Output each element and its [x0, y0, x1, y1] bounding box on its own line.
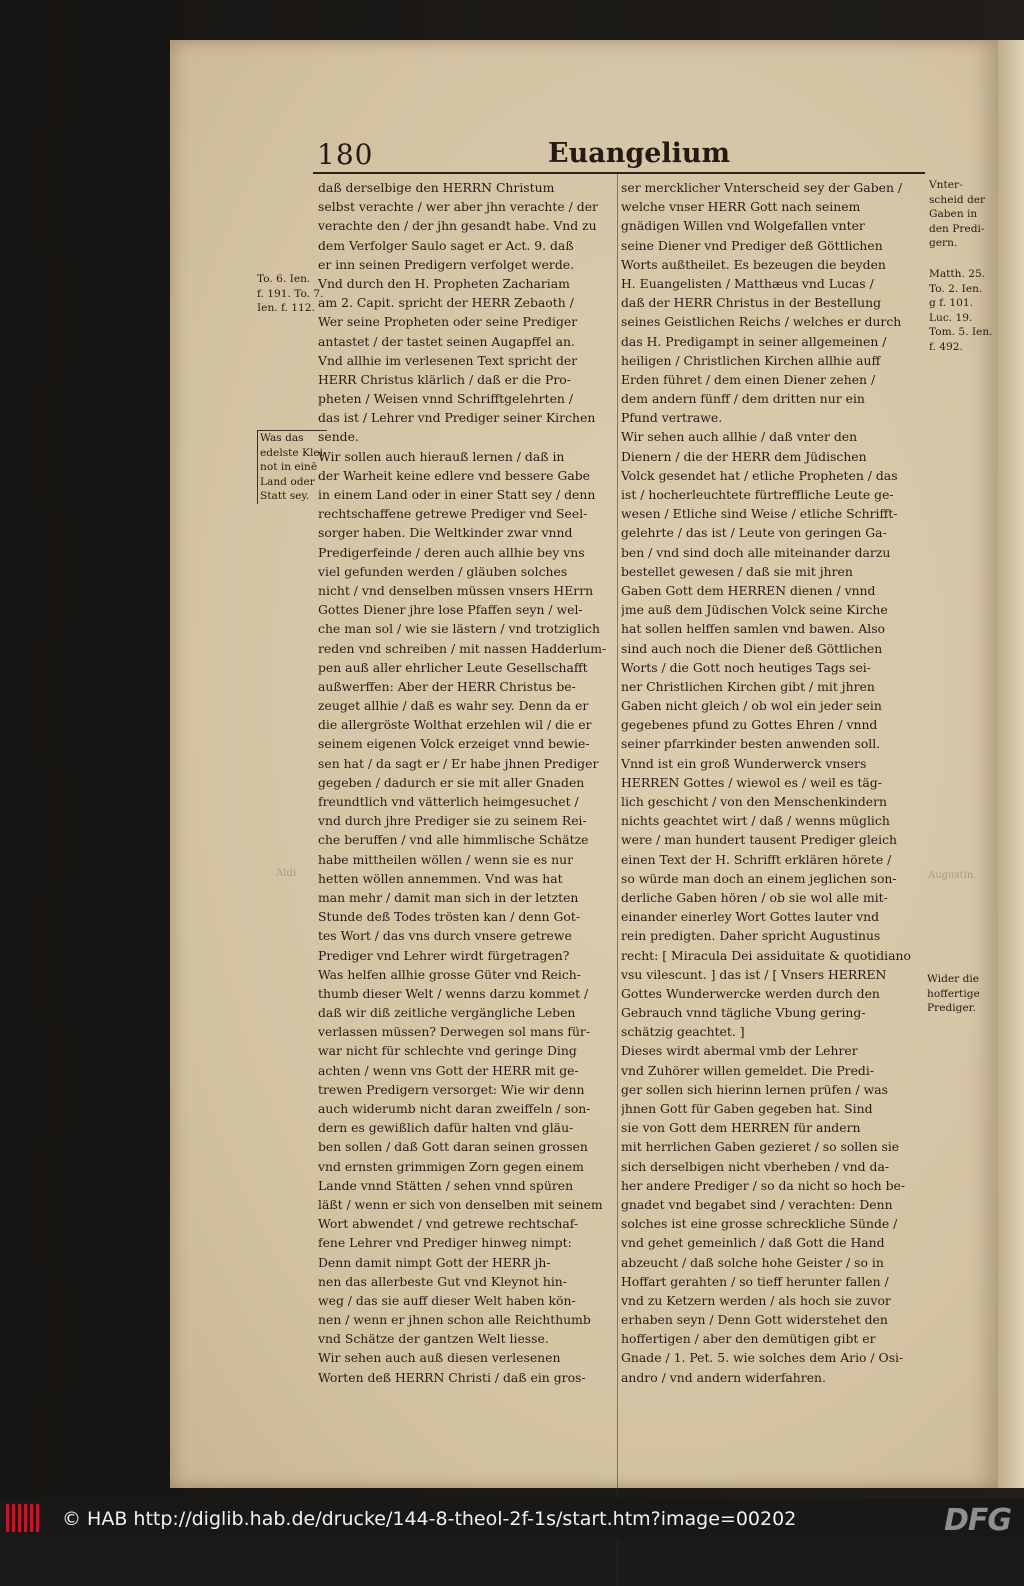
- text-line: vsu vilescunt. ] das ist / [ Vnsers HERREN: [621, 966, 887, 982]
- text-line: HERREN Gottes / wiewol es / weil es täg-: [621, 774, 882, 790]
- text-line: vnd zu Ketzern werden / als hoch sie zuvor: [621, 1292, 891, 1308]
- text-line: die allergröste Wolthat erzehlen wil / die er: [318, 717, 592, 733]
- text-line: sind auch noch die Diener deß Göttlichen: [621, 640, 883, 656]
- text-line: seiner pfarrkinder besten anwenden soll.: [621, 736, 881, 752]
- text-line: nen / wenn er jhnen schon alle Reichthumb: [318, 1312, 591, 1328]
- text-line: am 2. Capit. spricht der HERR Zebaoth /: [318, 295, 574, 311]
- text-line: Dienern / die der HERR dem Jüdischen: [621, 448, 867, 464]
- text-line: ben sollen / daß Gott daran seinen grossen: [318, 1139, 588, 1155]
- running-head: Euangelium: [548, 138, 731, 169]
- text-line: solches ist eine grosse schreckliche Sünde /: [621, 1216, 898, 1232]
- text-line: heiligen / Christlichen Kirchen allhie auff: [621, 352, 881, 368]
- text-line: freundtlich vnd vätterlich heimgesuchet /: [318, 794, 579, 809]
- text-line: daß derselbige den HERRN Christum: [318, 180, 555, 195]
- text-line: nen das allerbeste Gut vnd Kleynot hin-: [318, 1273, 567, 1289]
- margin-note-line: Gaben in: [929, 208, 978, 221]
- text-line: Wort abwendet / vnd getrewe rechtschaf-: [318, 1216, 579, 1232]
- margin-note-line: not in einē: [260, 461, 318, 474]
- text-line: hat sollen helffen samlen vnd bawen. Also: [621, 621, 886, 637]
- text-line: Was helfen allhie grosse Güter vnd Reich-: [318, 966, 581, 982]
- text-line: lich geschicht / von den Menschenkindern: [621, 794, 888, 809]
- text-line: vnd gehet gemeinlich / daß Gott die Hand: [621, 1235, 885, 1251]
- text-line: rein predigten. Daher spricht Augustinus: [621, 928, 881, 944]
- text-line: Volck gesendet hat / etliche Propheten / das: [621, 467, 898, 483]
- text-line: Gaben Gott dem HERREN dienen / vnnd: [621, 582, 876, 598]
- dfg-logo: DFG: [944, 1503, 1012, 1538]
- margin-note-line: f. 492.: [929, 340, 963, 353]
- margin-note-line: f. 191. To. 7.: [257, 287, 324, 300]
- text-line: Worten deß HERRN Christi / daß ein gros-: [318, 1369, 586, 1385]
- text-line: verlassen müssen? Derwegen sol mans für-: [318, 1024, 591, 1040]
- text-line: der Warheit keine edlere vnd bessere Gabe: [318, 467, 591, 483]
- margin-note-line: Prediger.: [927, 1002, 976, 1015]
- text-line: selbst verachte / wer aber jhn verachte / der: [318, 199, 598, 215]
- text-line: abzeucht / daß solche hohe Geister / so in: [621, 1254, 884, 1270]
- text-line: Gottes Wunderwercke werden durch den: [621, 985, 880, 1001]
- text-line: Gebrauch vnnd tägliche Vbung gering-: [621, 1005, 866, 1021]
- text-line: sende.: [318, 429, 359, 445]
- text-line: man mehr / damit man sich in der letzten: [318, 889, 579, 905]
- text-line: das ist / Lehrer vnd Prediger seiner Kirchen: [318, 410, 596, 426]
- text-line: were / man hundert tausent Prediger gleich: [621, 832, 898, 848]
- text-line: hetten wöllen annemmen. Vnd was hat: [318, 870, 563, 886]
- text-line: wesen / Etliche sind Weise / etliche Schrifft-: [621, 506, 898, 522]
- text-line: Denn damit nimpt Gott der HERR jh-: [318, 1254, 551, 1270]
- text-line: Worts / die Gott noch heutiges Tags sei-: [621, 659, 871, 675]
- text-line: jme auß dem Jüdischen Volck seine Kirche: [621, 602, 888, 618]
- text-line: Vnd durch den H. Propheten Zachariam: [318, 275, 570, 291]
- text-line: Vnnd ist ein groß Wunderwerck vnsers: [621, 755, 867, 771]
- text-line: derliche Gaben hören / ob sie wol alle mit-: [621, 889, 888, 905]
- text-line: che beruffen / vnd alle himmlische Schätze: [318, 832, 589, 848]
- margin-note-line: hoffertige: [927, 987, 980, 1000]
- text-line: pheten / Weisen vnnd Schrifftgelehrten /: [318, 391, 573, 407]
- text-line: antastet / der tastet seinen Augapffel an.: [318, 333, 575, 349]
- text-line: hoffertigen / aber den demütigen gibt er: [621, 1331, 876, 1347]
- text-line: ger sollen sich hierinn lernen prüfen / was: [621, 1081, 888, 1097]
- text-line: seinem eigenen Volck erzeiget vnnd bewie-: [318, 736, 590, 752]
- text-line: ser mercklicher Vnterscheid sey der Gaben /: [621, 180, 903, 195]
- margin-note-line: edelste Klei-: [260, 446, 327, 459]
- text-line: gnädigen Willen vnd Wolgefallen vnter: [621, 218, 865, 234]
- text-line: Gaben nicht gleich / ob wol ein jeder sein: [621, 698, 882, 714]
- margin-note-line: Tom. 5. Ien.: [929, 326, 993, 339]
- text-line: sorger haben. Die Weltkinder zwar vnnd: [318, 525, 573, 541]
- text-line: sie von Gott dem HERREN für andern: [621, 1120, 861, 1136]
- text-line: fene Lehrer vnd Prediger hinweg nimpt:: [318, 1235, 572, 1251]
- text-line: Prediger vnd Lehrer wirdt fürgetragen?: [318, 947, 570, 963]
- margin-note-line: g f. 101.: [929, 297, 974, 310]
- margin-note-line: Statt sey.: [260, 490, 310, 503]
- library-logo-icon: [6, 1504, 42, 1532]
- text-line: Gottes Diener jhre lose Pfaffen seyn / wel-: [318, 602, 583, 618]
- text-line: Dieses wirdt abermal vmb der Lehrer: [621, 1043, 858, 1059]
- text-line: vnd Schätze der gantzen Welt liesse.: [318, 1331, 549, 1347]
- text-line: Wir sollen auch hierauß lernen / daß in: [318, 448, 565, 464]
- text-line: nichts geachtet wirt / daß / wenns müglich: [621, 813, 890, 829]
- next-leaf-edge: [998, 40, 1024, 1488]
- text-line: rechtschaffene getrewe Prediger vnd Seel-: [318, 506, 588, 522]
- text-line: war nicht für schlechte vnd geringe Ding: [318, 1043, 577, 1059]
- text-line: sen hat / da sagt er / Er habe jhnen Prediger: [318, 755, 599, 771]
- margin-note-right-topic: [929, 178, 985, 251]
- text-line: Hoffart gerahten / so tieff herunter fallen /: [621, 1273, 889, 1289]
- margin-note-line: scheid der: [929, 193, 986, 206]
- text-line: läßt / wenn er sich von denselben mit seinem: [318, 1196, 603, 1212]
- text-line: Vnd allhie im verlesenen Text spricht der: [318, 352, 578, 368]
- show-through-text-left: Aldi: [276, 868, 297, 879]
- text-line: Worts außtheilet. Es bezeugen die beyden: [621, 256, 886, 272]
- text-line: ben / vnd sind doch alle miteinander darzu: [621, 544, 891, 560]
- source-credit-link[interactable]: © HAB http://diglib.hab.de/drucke/144-8-theol-2f-1s/start.htm?image=00202: [62, 1508, 797, 1530]
- text-line: welche vnser HERR Gott nach seinem: [621, 199, 861, 215]
- text-line: vnd Zuhörer willen gemeldet. Die Predi-: [621, 1062, 875, 1078]
- text-line: Predigerfeinde / deren auch allhie bey vns: [318, 544, 585, 560]
- margin-note-line: Land oder: [260, 475, 315, 488]
- text-line: vnd durch jhre Prediger sie zu seinem Rei-: [318, 813, 587, 829]
- text-line: Lande vnnd Stätten / sehen vnnd spüren: [318, 1177, 574, 1193]
- text-line: seines Geistlichen Reichs / welches er durch: [621, 314, 902, 330]
- text-column-right: [621, 178, 913, 1387]
- text-line: Stunde deß Todes trösten kan / denn Got-: [318, 909, 580, 925]
- margin-note-line: gern.: [929, 237, 958, 250]
- text-line: er inn seinen Predigern verfolget werde.: [318, 256, 575, 272]
- margin-note-left-reference: [257, 272, 324, 316]
- margin-note-right-wider: [927, 972, 980, 1016]
- text-line: schätzig geachtet. ]: [621, 1024, 745, 1040]
- text-line: che man sol / wie sie lästern / vnd trotziglich: [318, 621, 600, 637]
- text-line: Wir sehen auch auß diesen verlesenen: [318, 1350, 561, 1366]
- text-line: trewen Predigern versorget: Wie wir denn: [318, 1081, 585, 1097]
- header-rule: [313, 172, 925, 174]
- margin-note-line: Wider die: [927, 973, 980, 985]
- margin-note-line: Vnter-: [929, 179, 963, 191]
- text-line: daß der HERR Christus in der Bestellung: [621, 295, 882, 311]
- margin-note-line: Was das: [260, 432, 304, 444]
- text-line: einander einerley Wort Gottes lauter vnd: [621, 909, 880, 925]
- text-column-left: [318, 178, 610, 1387]
- text-line: einen Text der H. Schrifft erklären hörete /: [621, 851, 892, 867]
- margin-note-line: Matth. 25.: [929, 268, 986, 280]
- text-line: zeuget allhie / daß es wahr sey. Denn da er: [318, 698, 589, 714]
- text-line: verachte den / der jhn gesandt habe. Vnd zu: [318, 218, 597, 234]
- text-line: dem andern fünff / dem dritten nur ein: [621, 391, 865, 407]
- text-line: gegebenes pfund zu Gottes Ehren / vnnd: [621, 717, 878, 733]
- text-line: Gnade / 1. Pet. 5. wie solches dem Ario / Osi-: [621, 1350, 904, 1366]
- text-line: weg / das sie auff dieser Welt haben kön-: [318, 1292, 576, 1308]
- margin-note-line: den Predi-: [929, 222, 985, 235]
- show-through-text-right: Augustin.: [928, 870, 977, 881]
- text-line: so würde man doch an einem jeglichen son-: [621, 870, 897, 886]
- text-line: Wer seine Propheten oder seine Prediger: [318, 314, 578, 330]
- text-line: recht: [ Miracula Dei assiduitate & quotidiano: [621, 947, 911, 963]
- text-line: dern es gewißlich dafür halten vnd gläu-: [318, 1120, 574, 1136]
- text-line: habe mittheilen wöllen / wenn sie es nur: [318, 851, 574, 867]
- text-line: auch widerumb nicht daran zweiffeln / son-: [318, 1101, 591, 1116]
- text-line: thumb dieser Welt / wenns darzu kommet /: [318, 985, 589, 1001]
- text-line: mit herrlichen Gaben gezieret / so sollen sie: [621, 1139, 900, 1155]
- text-line: gelehrte / das ist / Leute von geringen Ga-: [621, 525, 887, 541]
- text-line: gegeben / dadurch er sie mit aller Gnaden: [318, 774, 585, 790]
- text-line: sich derselbigen nicht vberheben / vnd da-: [621, 1158, 890, 1174]
- text-line: pen auß aller ehrlicher Leute Gesellschafft: [318, 659, 588, 675]
- margin-note-line: To. 2. Ien.: [929, 282, 983, 295]
- text-line: vnd ernsten grimmigen Zorn gegen einem: [318, 1158, 584, 1174]
- text-line: ist / hocherleuchtete fürtreffliche Leute ge-: [621, 487, 894, 502]
- text-line: Pfund vertrawe.: [621, 410, 723, 426]
- margin-note-line: Luc. 19.: [929, 311, 973, 324]
- text-line: das H. Predigampt in seiner allgemeinen /: [621, 333, 887, 349]
- text-line: achten / wenn vns Gott der HERR mit ge-: [318, 1062, 579, 1078]
- text-line: dem Verfolger Saulo saget er Act. 9. daß: [318, 237, 574, 253]
- text-line: bestellet gewesen / daß sie mit jhren: [621, 563, 853, 579]
- margin-note-right-reference: [929, 267, 993, 355]
- page-number: 180: [317, 138, 374, 171]
- text-line: daß wir diß zeitliche vergängliche Leben: [318, 1005, 576, 1021]
- text-line: Wir sehen auch allhie / daß vnter den: [621, 429, 858, 445]
- margin-note-line: To. 6. Ien.: [257, 273, 311, 285]
- text-line: andro / vnd andern widerfahren.: [621, 1369, 826, 1385]
- text-line: jhnen Gott für Gaben gegeben hat. Sind: [621, 1101, 873, 1116]
- text-line: seine Diener vnd Prediger deß Göttlichen: [621, 237, 883, 253]
- text-line: erhaben seyn / Denn Gott widerstehet den: [621, 1312, 888, 1328]
- text-line: außwerffen: Aber der HERR Christus be-: [318, 678, 576, 694]
- text-line: her andere Prediger / so da nicht so hoch be-: [621, 1177, 906, 1193]
- text-line: ner Christlichen Kirchen gibt / mit jhren: [621, 678, 875, 694]
- text-line: reden vnd schreiben / mit nassen Hadderlum-: [318, 640, 607, 656]
- text-line: tes Wort / das vns durch vnsere getrewe: [318, 928, 572, 944]
- margin-note-left-topic: [257, 430, 327, 504]
- text-line: in einem Land oder in einer Statt sey / denn: [318, 487, 596, 502]
- text-line: viel gefunden werden / gläuben solches: [318, 563, 568, 579]
- text-line: nicht / vnd denselben müssen vnsers HErrn: [318, 582, 594, 598]
- text-line: HERR Christus klärlich / daß er die Pro-: [318, 371, 571, 387]
- text-line: Erden führet / dem einen Diener zehen /: [621, 371, 876, 387]
- text-line: gnadet vnd begabet sind / verachten: Denn: [621, 1196, 893, 1212]
- column-divider: [617, 174, 618, 1586]
- text-line: H. Euangelisten / Matthæus vnd Lucas /: [621, 275, 874, 291]
- margin-note-line: Ien. f. 112.: [257, 302, 315, 315]
